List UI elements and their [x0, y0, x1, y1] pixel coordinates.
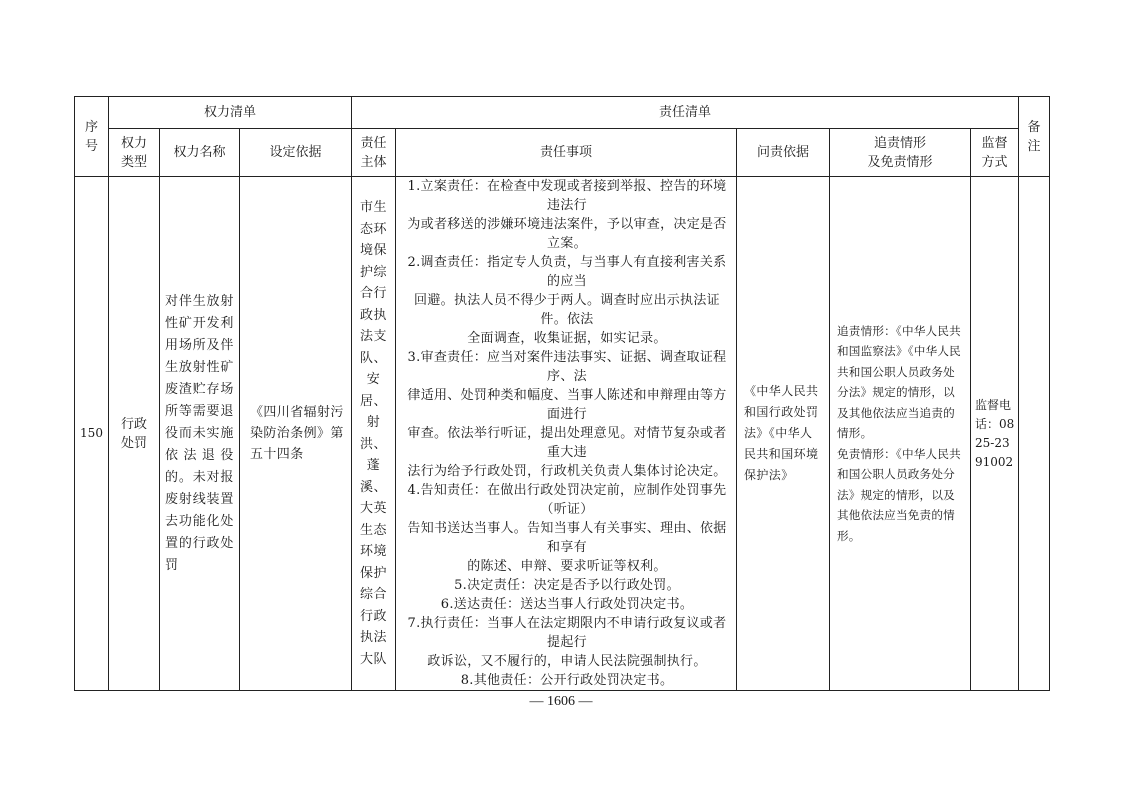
matters-line: 4.告知责任：在做出行政处罚决定前，应制作处罚事先（听证） — [407, 483, 727, 517]
row-liability — [830, 177, 971, 691]
header-accountability-basis: 问责依据 — [737, 129, 830, 177]
row-matters — [396, 177, 737, 691]
row-remarks — [1019, 177, 1050, 691]
responsibility-table — [74, 96, 1050, 691]
matters-line: 全面调查，收集证据，如实记录。 — [467, 331, 667, 346]
page-number: — 1606 — — [529, 694, 593, 709]
matters-line: 8.其他责任：公开行政处罚决定书。 — [460, 673, 674, 688]
matters-line: 3.审查责任：应当对案件违法事实、证据、调查取证程序、法 — [407, 350, 727, 384]
header-liability-line2: 及免责情形 — [867, 154, 933, 170]
matters-line: 7.执行责任：当事人在法定期限内不申请行政复议或者提起行 — [407, 616, 727, 650]
header-liability-exemption — [830, 129, 971, 177]
matters-line: 告知书送达当事人。告知当事人有关事实、理由、依据和享有 — [407, 521, 727, 555]
row-supervision: 监督电话：0825-2391002 — [971, 177, 1019, 691]
matters-line: 为或者移送的涉嫌环境违法案件，予以审查，决定是否立案。 — [407, 217, 727, 251]
matters-line: 6.送达责任：送达当事人行政处罚决定书。 — [440, 597, 694, 612]
header-power-list: 权力清单 — [109, 97, 352, 129]
matters-line: 回避。执法人员不得少于两人。调查时应出示执法证件。依法 — [414, 293, 720, 327]
row-index: 150 — [75, 177, 109, 691]
row-power-type: 行政处罚 — [109, 177, 160, 691]
header-liability-line1: 追责情形 — [873, 135, 926, 151]
header-responsibility-list: 责任清单 — [352, 97, 1019, 129]
header-matters: 责任事项 — [396, 129, 737, 177]
header-power-name: 权力名称 — [160, 129, 240, 177]
matters-line: 政诉讼，又不履行的，申请人民法院强制执行。 — [427, 654, 707, 669]
header-basis: 设定依据 — [240, 129, 352, 177]
header-remarks: 备注 — [1019, 97, 1050, 177]
header-power-type: 权力类型 — [109, 129, 160, 177]
table-row — [75, 177, 1050, 691]
header-supervision: 监督方式 — [971, 129, 1019, 177]
exemption-text: 免责情形：《中华人民共和国公职人员政务处分法》规定的情形，以及其他依法应当免责的情形。 — [837, 446, 961, 543]
liability-text: 追责情形：《中华人民共和国监察法》《中华人民共和国公职人员政务处分法》规定的情形，以及其他依法应当追责的情形。 — [837, 323, 961, 441]
matters-line: 法行为给予行政处罚，行政机关负责人集体讨论决定。 — [407, 464, 727, 479]
matters-list — [403, 177, 731, 690]
matters-line: 2.调查责任：指定专人负责，与当事人有直接利害关系的应当 — [407, 255, 727, 289]
matters-line: 的陈述、申辩、要求听证等权利。 — [467, 559, 667, 574]
matters-line: 律适用、处罚种类和幅度、当事人陈述和申辩理由等方面进行 — [407, 388, 727, 422]
header-subject: 责任主体 — [352, 129, 396, 177]
header-index: 序号 — [75, 97, 109, 177]
row-basis: 《四川省辐射污染防治条例》第五十四条 — [240, 177, 352, 691]
matters-line: 5.决定责任：决定是否予以行政处罚。 — [454, 578, 680, 593]
row-accountability-basis: 《中华人民共和国行政处罚法》《中华人民共和国环境保护法》 — [737, 177, 830, 691]
matters-line: 1.立案责任：在检查中发现或者接到举报、控告的环境违法行 — [407, 179, 727, 213]
row-power-name: 对伴生放射性矿开发利用场所及伴生放射性矿废渣贮存场所等需要退役而未实施依法退役的。未对报废射线装置去功能化处置的行政处罚 — [160, 177, 240, 691]
matters-line: 审查。依法举行听证，提出处理意见。对情节复杂或者重大违 — [407, 426, 727, 460]
row-subject: 市生态环境保护综合行政执法支队、安居、射洪、蓬溪、大英生态环境保护综合行政执法大队 — [352, 177, 396, 691]
